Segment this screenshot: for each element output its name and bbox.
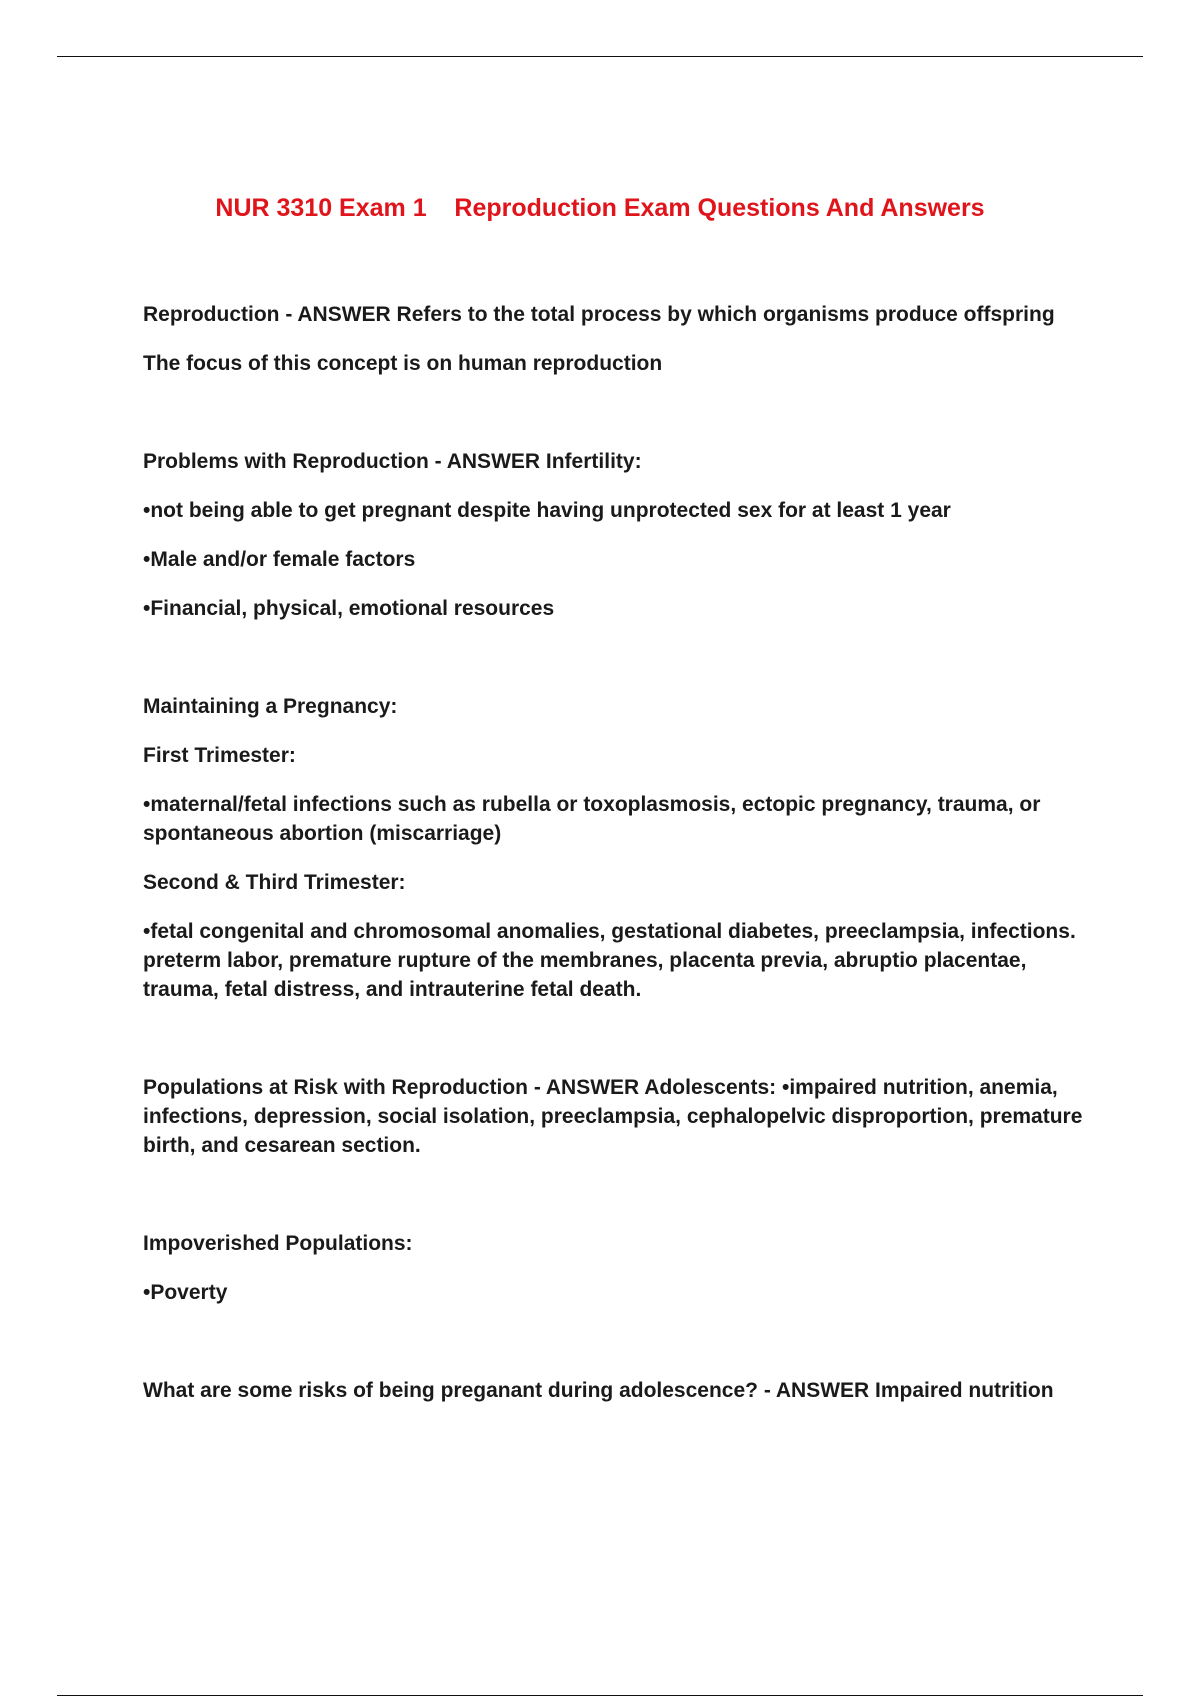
- bullet-item: •Financial, physical, emotional resources: [143, 597, 555, 620]
- section-heading: Maintaining a Pregnancy:: [143, 695, 398, 718]
- document-body: [143, 300, 1103, 1425]
- question-paragraph: Populations at Risk with Reproduction - ANSWER Adolescents: •impaired nutrition, anemia, infections, depression, social isolation, preeclampsia, cephalopelvic disproportion, premature birth, and cesarean section.: [143, 1076, 1083, 1157]
- bullet-item: •fetal congenital and chromosomal anomalies, gestational diabetes, preeclampsia, infections. preterm labor, premature rupture of the membranes, placenta previa, abruptio placentae, trauma, fetal distress, and intrauterine fetal death.: [143, 920, 1076, 1001]
- question-paragraph: Problems with Reproduction - ANSWER Infertility:: [143, 450, 642, 473]
- section-heading: Impoverished Populations:: [143, 1232, 413, 1255]
- bullet-item: •maternal/fetal infections such as rubella or toxoplasmosis, ectopic pregnancy, trauma, or spontaneous abortion (miscarriage): [143, 793, 1041, 845]
- answer-paragraph: The focus of this concept is on human reproduction: [143, 352, 663, 375]
- section-heading: Second & Third Trimester:: [143, 871, 406, 894]
- top-divider: [57, 56, 1143, 57]
- bullet-item: •Male and/or female factors: [143, 548, 416, 571]
- bullet-item: •Poverty: [143, 1281, 228, 1304]
- document-title: NUR 3310 Exam 1 Reproduction Exam Questions And Answers: [215, 194, 985, 222]
- bottom-divider: [57, 1695, 1143, 1696]
- bullet-item: •not being able to get pregnant despite having unprotected sex for at least 1 year: [143, 499, 951, 522]
- answer-paragraph: Reproduction - ANSWER Refers to the total process by which organisms produce offspring: [143, 303, 1055, 326]
- section-heading: First Trimester:: [143, 744, 296, 767]
- question-paragraph: What are some risks of being preganant during adolescence? - ANSWER Impaired nutrition: [143, 1379, 1054, 1402]
